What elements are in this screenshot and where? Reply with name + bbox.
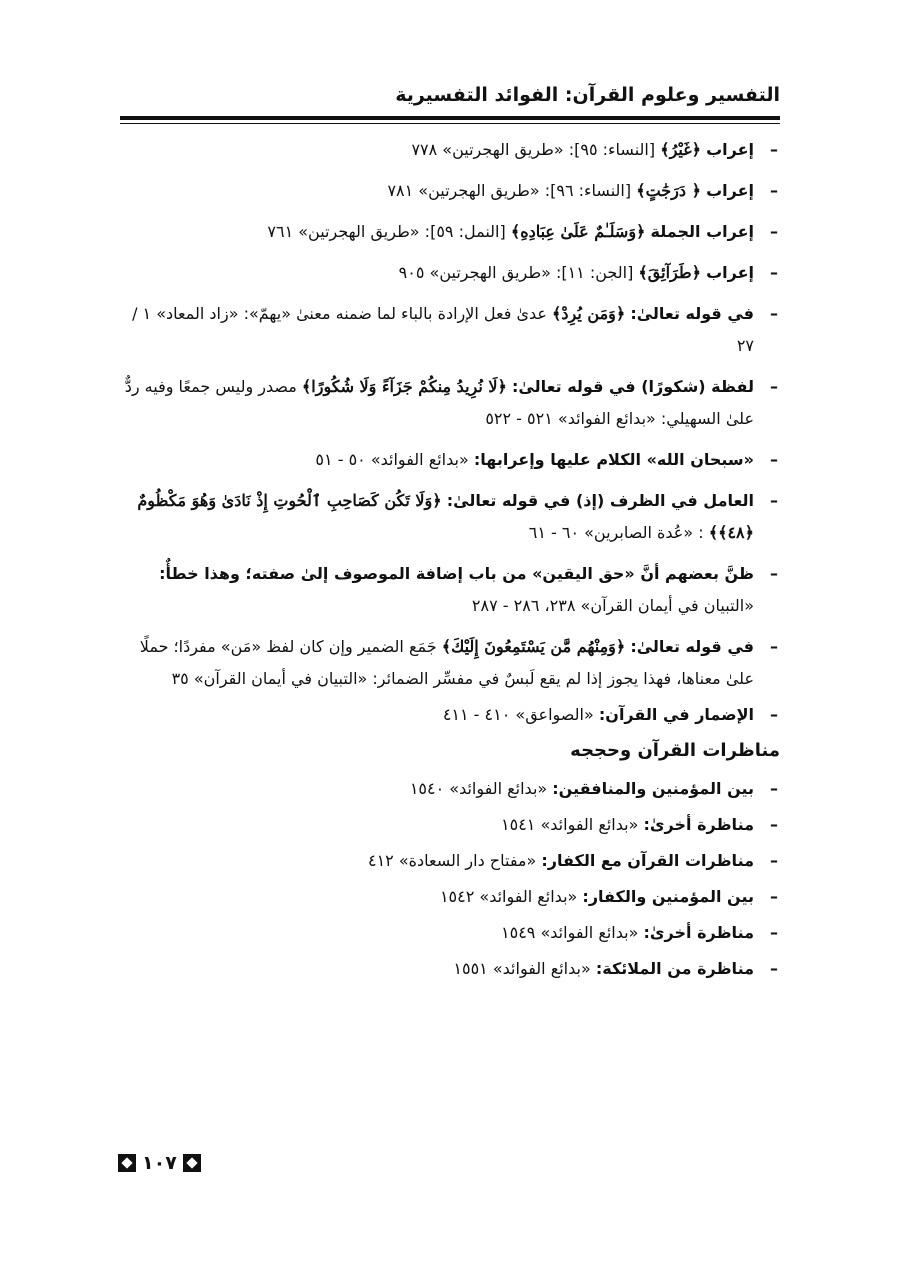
entry-reference: جَمَع الضمير وإن كان لفظ «مَن» مفردًا؛ حملًا علىٰ معناها، فهذا يجوز إذا لم يقع لَبسٌ في مفسِّر الضمائر: «التبيان في أيمان القرآن» ٣٥ [139,637,754,688]
header-rule-thin [120,123,780,124]
index-content [120,134,780,989]
entry-bold: مناظرة أخرىٰ: [643,815,754,834]
quran-quote: ﴿ دَرَجَٰتٍ﴾ [636,181,701,200]
quran-quote: ﴿غَيْرُ﴾ [660,140,701,159]
quran-quote: ﴿وَلَا تَكُن كَصَاحِبِ ٱلْحُوتِ إِذْ نَادَىٰ وَهُوَ مَكْظُومٌ ﴿٤٨﴾﴾ [137,491,754,542]
entry-reference: «بدائع الفوائد» ١٥٤٠ [409,779,548,798]
header-rule-thick [120,116,780,120]
index-entry [120,917,780,949]
quran-quote: ﴿وَسَلَـٰمٌ عَلَىٰ عِبَادِهِ﴾ [510,222,646,241]
quran-quote: ﴿طَرَآئِقَ﴾ [638,263,701,282]
index-entry [120,953,780,985]
bullet-dash: – [770,450,778,469]
entry-reference: [النساء: ٩٦]: «طريق الهجرتين» ٧٨١ [387,181,632,200]
entry-bold: «سبحان الله» الكلام عليها وإعرابها: [473,450,754,469]
index-entry [120,257,780,289]
entry-bold: مناظرة من الملائكة: [595,959,754,978]
bullet-dash: – [770,705,778,724]
entry-bold: الإضمار في القرآن: [598,705,754,724]
entry-bold: إعراب [706,181,754,200]
entry-bold: لفظة (شكورًا) في قوله تعالىٰ: [511,377,754,396]
entry-reference: «بدائع الفوائد» ١٥٤١ [501,815,639,834]
ornament-icon [118,1154,136,1172]
quran-quote: ﴿وَمَن يُرِدْ﴾ [552,304,626,323]
bullet-dash: – [770,779,778,798]
index-entry [120,134,780,166]
bullet-dash: – [770,959,778,978]
entry-reference: [الجن: ١١]: «طريق الهجرتين» ٩٠٥ [398,263,634,282]
bullet-dash: – [770,263,778,282]
index-entry [120,809,780,841]
entry-bold: بين المؤمنين والكفار: [582,887,754,906]
entry-reference: «بدائع الفوائد» ١٥٤٢ [439,887,578,906]
page-footer [118,1152,201,1174]
entry-bold: في قوله تعالىٰ: [630,637,754,656]
index-entry [120,773,780,805]
index-entry [120,216,780,248]
bullet-dash: – [770,491,778,510]
bullet-dash: – [770,564,778,583]
index-entry [120,175,780,207]
bullet-dash: – [770,377,778,396]
entry-bold: مناظرة أخرىٰ: [643,923,754,942]
entry-reference: عدىٰ فعل الإرادة بالباء لما ضمنه معنىٰ «يهمّ»: «زاد المعاد» ١ / ٢٧ [132,304,754,355]
entry-bold: العامل في الظرف (إذ) في قوله تعالىٰ: [446,491,754,510]
section-heading: مناظرات القرآن وحججه [570,740,780,761]
entry-bold: إعراب الجملة [650,222,754,241]
entry-reference: مصدر وليس جمعًا وفيه ردٌّ علىٰ السهيلي: «بدائع الفوائد» ٥٢١ - ٥٢٢ [124,377,754,428]
bullet-dash: – [770,222,778,241]
index-entry [120,444,780,476]
index-entry [120,371,780,435]
index-entry [120,298,780,362]
entry-reference: «التبيان في أيمان القرآن» ٢٣٨، ٢٨٦ - ٢٨٧ [471,596,754,615]
ornament-icon [183,1154,201,1172]
bullet-dash: – [770,140,778,159]
entry-bold: إعراب [706,140,754,159]
index-entry [120,558,780,622]
entry-reference: : «عُدة الصابرين» ٦٠ - ٦١ [528,523,704,542]
entry-reference: «بدائع الفوائد» ١٥٥١ [453,959,591,978]
entry-bold: مناظرات القرآن مع الكفار: [541,851,754,870]
entry-reference: «الصواعق» ٤١٠ - ٤١١ [442,705,594,724]
running-header: التفسير وعلوم القرآن: الفوائد التفسيرية [395,84,780,106]
bullet-dash: – [770,923,778,942]
index-entry [120,881,780,913]
bullet-dash: – [770,887,778,906]
bullet-dash: – [770,181,778,200]
entry-reference: «بدائع الفوائد» ١٥٤٩ [501,923,639,942]
entry-bold: ظنَّ بعضهم أنَّ «حق اليقين» من باب إضافة الموصوف إلىٰ صفته؛ وهذا خطأٌ: [159,564,754,583]
entry-reference: «مفتاح دار السعادة» ٤١٢ [367,851,537,870]
quran-quote: ﴿لَا نُرِيدُ مِنكُمْ جَزَآءً وَلَا شُكُورًا﴾ [301,377,507,396]
bullet-dash: – [770,304,778,323]
bullet-dash: – [770,637,778,656]
page-number: ١٠٧ [142,1152,177,1174]
entry-bold: في قوله تعالىٰ: [630,304,754,323]
index-entry [120,845,780,877]
entry-bold: بين المؤمنين والمنافقين: [552,779,754,798]
entry-reference: [النمل: ٥٩]: «طريق الهجرتين» ٧٦١ [267,222,506,241]
entry-reference: [النساء: ٩٥]: «طريق الهجرتين» ٧٧٨ [411,140,656,159]
index-entry [120,699,780,731]
entry-reference: «بدائع الفوائد» ٥٠ - ٥١ [315,450,469,469]
index-entry [120,631,780,695]
bullet-dash: – [770,815,778,834]
index-entry [120,485,780,549]
bullet-dash: – [770,851,778,870]
quran-quote: ﴿وَمِنْهُم مَّن يَسْتَمِعُونَ إِلَيْكَ﴾ [441,637,626,656]
entry-bold: إعراب [706,263,754,282]
